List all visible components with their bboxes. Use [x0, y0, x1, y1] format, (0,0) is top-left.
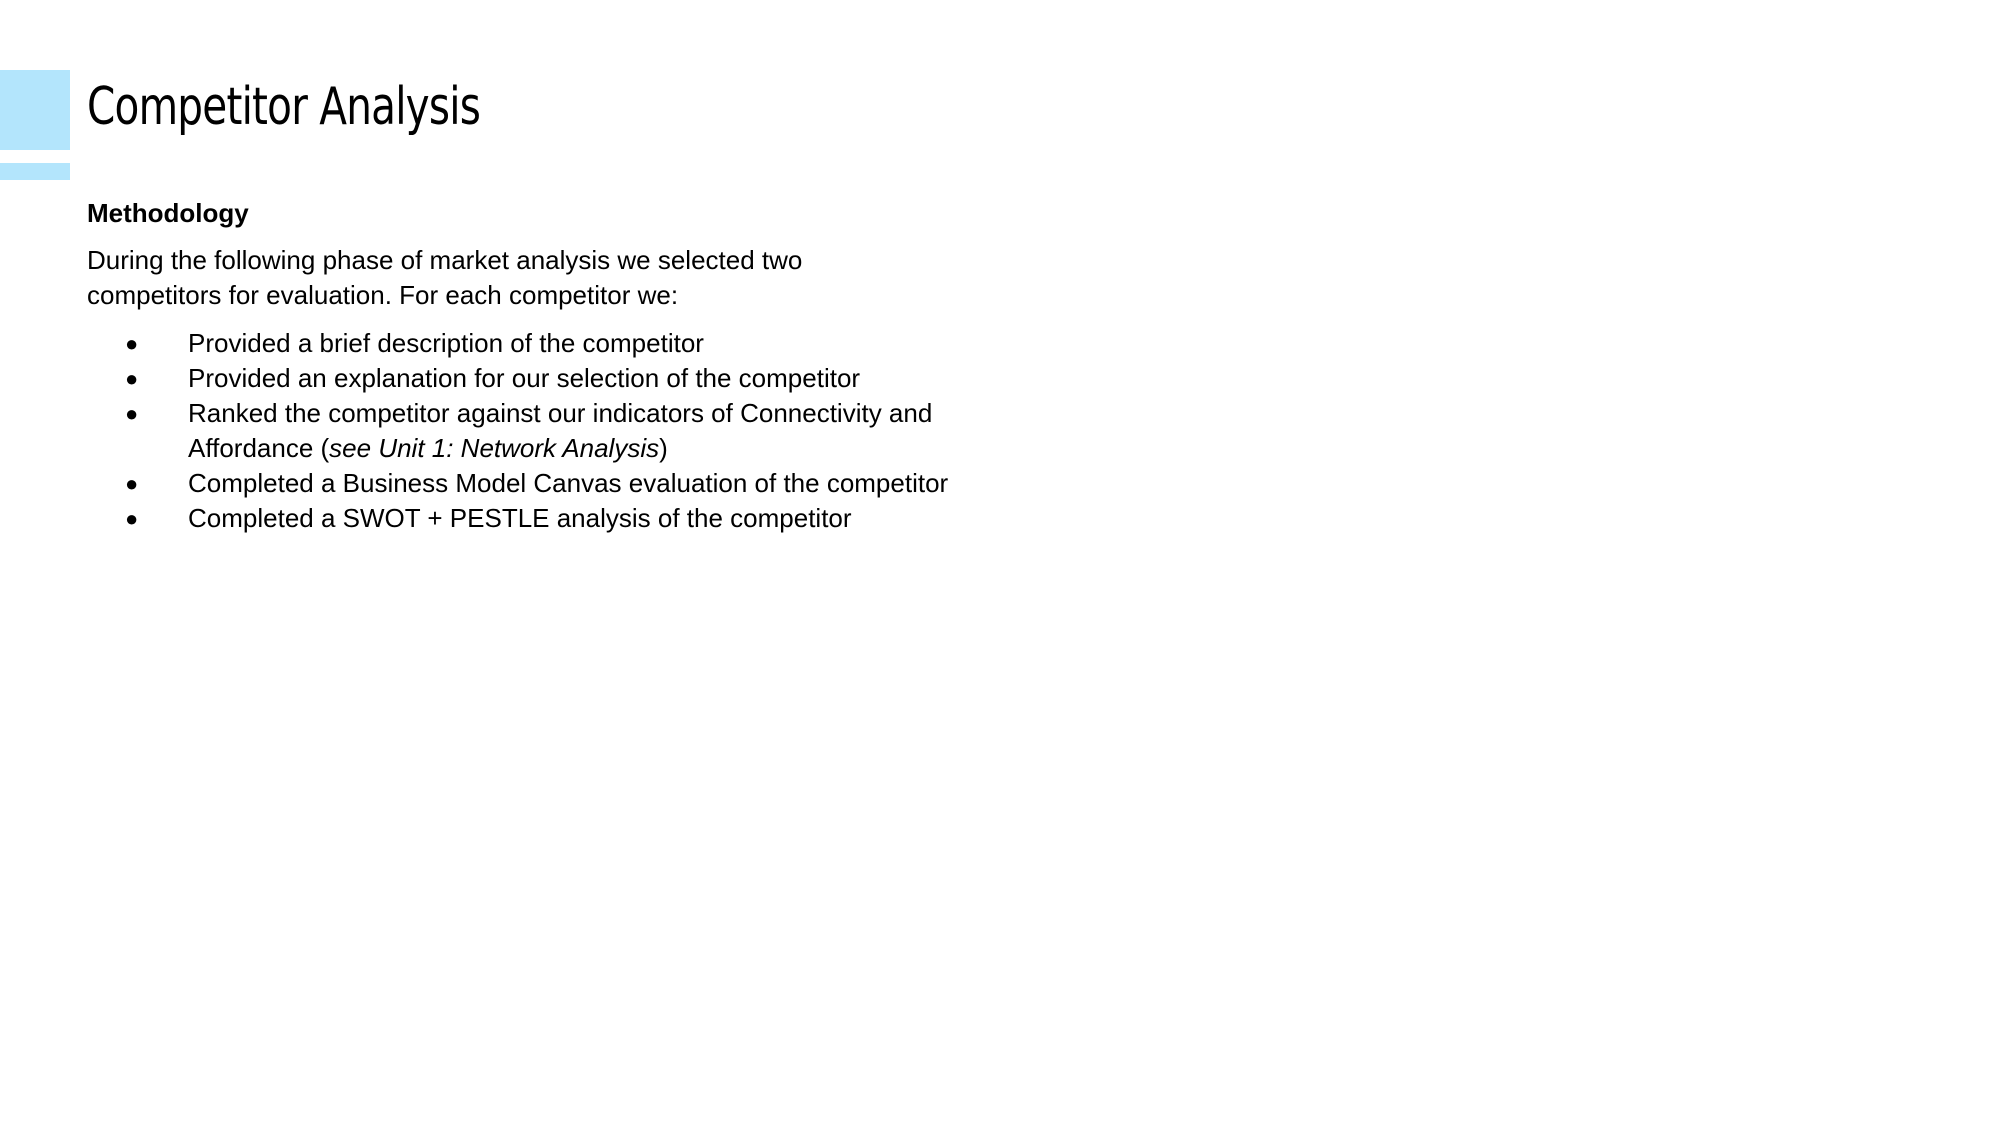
bullet-icon: ● [125, 331, 139, 356]
intro-paragraph: During the following phase of market analysis we selected two competitors for evaluation. For each competitor we: [87, 245, 803, 310]
unit-reference: see Unit 1: Network Analysis [329, 433, 660, 463]
accent-block [0, 70, 70, 150]
list-item-text-end: ) [659, 433, 668, 463]
list-item [87, 501, 967, 536]
bullet-icon: ● [125, 366, 139, 391]
bullet-icon: ● [125, 401, 139, 426]
list-item-text: Ranked the competitor against our indicators of Connectivity and Affordance ( [188, 398, 933, 463]
list-item-text: Completed a Business Model Canvas evaluation of the competitor [188, 468, 949, 498]
list-item-text: Completed a SWOT + PESTLE analysis of the competitor [188, 503, 852, 533]
list-item [87, 361, 967, 396]
list-item [87, 466, 967, 501]
methodology-section [87, 196, 967, 536]
page-title: Competitor Analysis [87, 77, 481, 137]
list-item-text: Provided an explanation for our selection of the competitor [188, 363, 861, 393]
bullet-list [87, 326, 967, 536]
bullet-icon: ● [125, 506, 139, 531]
accent-bar [0, 163, 70, 180]
list-item [87, 326, 967, 361]
list-item [87, 396, 967, 466]
list-item-text: Provided a brief description of the competitor [188, 328, 704, 358]
bullet-icon: ● [125, 471, 139, 496]
section-heading: Methodology [87, 198, 249, 228]
